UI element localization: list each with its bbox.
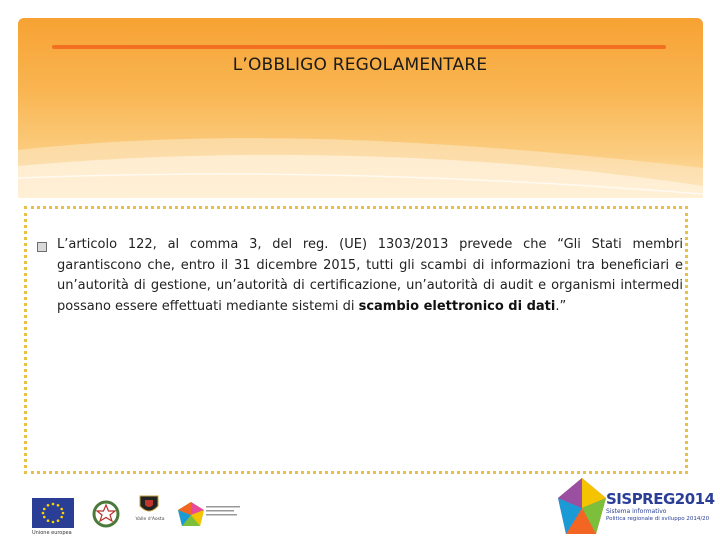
paragraph-text: L’articolo 122, al comma 3, del reg. (UE) 1303/2013 prevede che “Gli Stati membri garantiscono che, entro il 31 dicembre 2015, tutti gli scambi di informazioni tra beneficiari e un’autorità di gestione, un’autorità di certificazione, un’autorità di audit e organismi intermedi possano essere effettuati mediante sistemi di: [57, 237, 683, 314]
eu-caption: Unione europea: [32, 530, 72, 536]
sispreg-tagline: Politica regionale di sviluppo 2014/20: [606, 516, 710, 522]
footer-logos: [0, 476, 720, 540]
vda-caption: Valle d'Aosta: [135, 517, 165, 522]
paragraph-end: .”: [555, 298, 567, 314]
body-paragraph: [57, 235, 683, 317]
sispreg-subtitle: Sistema informativo: [606, 508, 667, 515]
eu-flag-icon: [32, 498, 74, 528]
sispreg-name: SISPREG2014: [606, 490, 715, 508]
sispreg-logo-icon: [556, 476, 608, 542]
content-box: [24, 206, 688, 474]
italian-republic-emblem-icon: [92, 500, 120, 532]
title-rule: [52, 45, 666, 49]
regional-policy-logo-icon: [176, 500, 206, 534]
bullet-square-icon: [37, 242, 47, 252]
paragraph-emphasis: scambio elettronico di dati: [358, 298, 556, 314]
page-title: L’OBBLIGO REGOLAMENTARE: [232, 55, 488, 75]
mini-logo-caption-decoration: [206, 506, 242, 520]
